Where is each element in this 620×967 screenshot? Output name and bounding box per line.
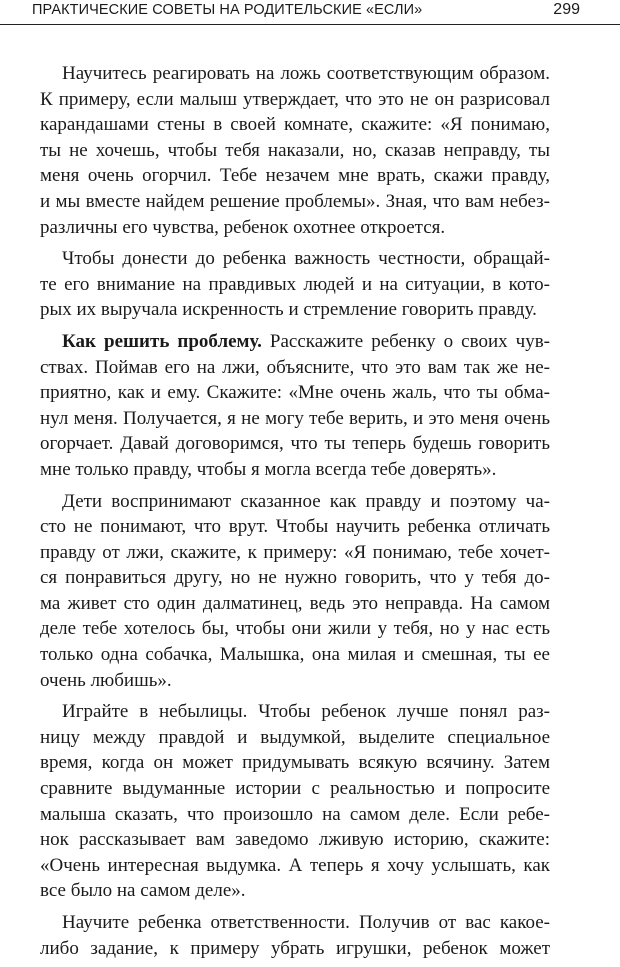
text-line: карандашами стены в своей комнате, скажите: «Я понимаю, [40, 114, 550, 136]
text-line: меня очень огорчил. Тебе незачем мне врать, скажи правду, [40, 165, 550, 187]
running-header [0, 0, 620, 25]
text-line: мне только правду, чтобы я могла всегда тебе доверять». [40, 458, 497, 480]
text-line: только одна собачка, Малышка, она милая и смешная, ты ее [40, 644, 550, 666]
text-line: те его внимание на правдивых людей и на ситуации, в кото- [40, 273, 550, 295]
paragraph [40, 246, 550, 323]
text-line: либо задание, к примеру убрать игрушки, ребенок может [40, 937, 550, 959]
text-line: различны его чувства, ребенок охотнее откроется. [40, 216, 446, 238]
page-number: 299 [553, 1, 580, 18]
text-line: ницу между правдой и выдумкой, выделите специальное [40, 726, 550, 748]
text-line: огорчает. Давай договоримся, что ты теперь будешь говорить [40, 433, 550, 455]
text-line: очень любишь». [40, 669, 172, 691]
text-line: ма живет сто один далматинец, ведь это неправда. На самом [40, 592, 550, 614]
text-line: ты не хочешь, чтобы тебя наказали, но, сказав неправду, ты [40, 139, 550, 161]
page-body [40, 61, 550, 967]
text-line: нок рассказывает вам заведомо лживую историю, скажите: [40, 829, 550, 851]
text-run: Расскажите ребенку о своих чув- [261, 330, 551, 352]
paragraph [40, 910, 550, 961]
text-line: и мы вместе найдем решение проблемы». Зная, что вам небез- [40, 190, 550, 212]
text-line: малыша сказать, что произошло на самом деле. Если ребе- [40, 803, 550, 825]
bold-lead-in: Как решить проблему. [62, 330, 262, 352]
text-line: Играйте в небылицы. Чтобы ребенок лучше понял раз- [62, 701, 550, 723]
text-line: деле тебе хотелось бы, чтобы они жили у тебя, но у нас есть [40, 618, 550, 640]
text-line: сто не понимают, что врут. Чтобы научить ребенка отличать [40, 516, 550, 538]
text-line: сравните выдуманные истории с реальностью и попросите [40, 778, 550, 800]
text-line: ствах. Поймав его на лжи, объясните, что это вам так же не- [40, 356, 550, 378]
text-line: К примеру, если малыш утверждает, что это не он разрисовал [40, 88, 550, 110]
text-line: рых их выручала искренность и стремление говорить правду. [40, 299, 537, 321]
text-line: приятно, как и ему. Скажите: «Мне очень жаль, что ты обма- [40, 382, 550, 404]
text-line: Дети воспринимают сказанное как правду и поэтому ча- [62, 490, 550, 512]
text-line: правду от лжи, скажите, к примеру: «Я понимаю, тебе хочет- [40, 541, 550, 563]
text-line: ся понравиться другу, но не нужно говорить, что у тебя до- [40, 567, 550, 589]
text-line: время, когда он может придумывать всякую всячину. Затем [40, 752, 550, 774]
text-line: Чтобы донести до ребенка важность честности, обращай- [62, 248, 550, 270]
text-line: «Очень интересная выдумка. А теперь я хочу услышать, как [40, 854, 550, 876]
text-line: нул меня. Получается, я не могу тебе верить, и это меня очень [40, 407, 550, 429]
text-line: все было на самом деле». [40, 880, 246, 902]
text-line [40, 329, 550, 355]
paragraph [40, 699, 550, 904]
paragraph [40, 489, 550, 694]
paragraph [40, 61, 550, 240]
running-header-title: ПРАКТИЧЕСКИЕ СОВЕТЫ НА РОДИТЕЛЬСКИЕ «ЕСЛИ» [32, 2, 423, 18]
text-line: Научите ребенка ответственности. Получив от вас какое- [62, 912, 550, 933]
text-line: Научитесь реагировать на ложь соответствующим образом. [62, 63, 550, 84]
paragraph [40, 329, 550, 483]
